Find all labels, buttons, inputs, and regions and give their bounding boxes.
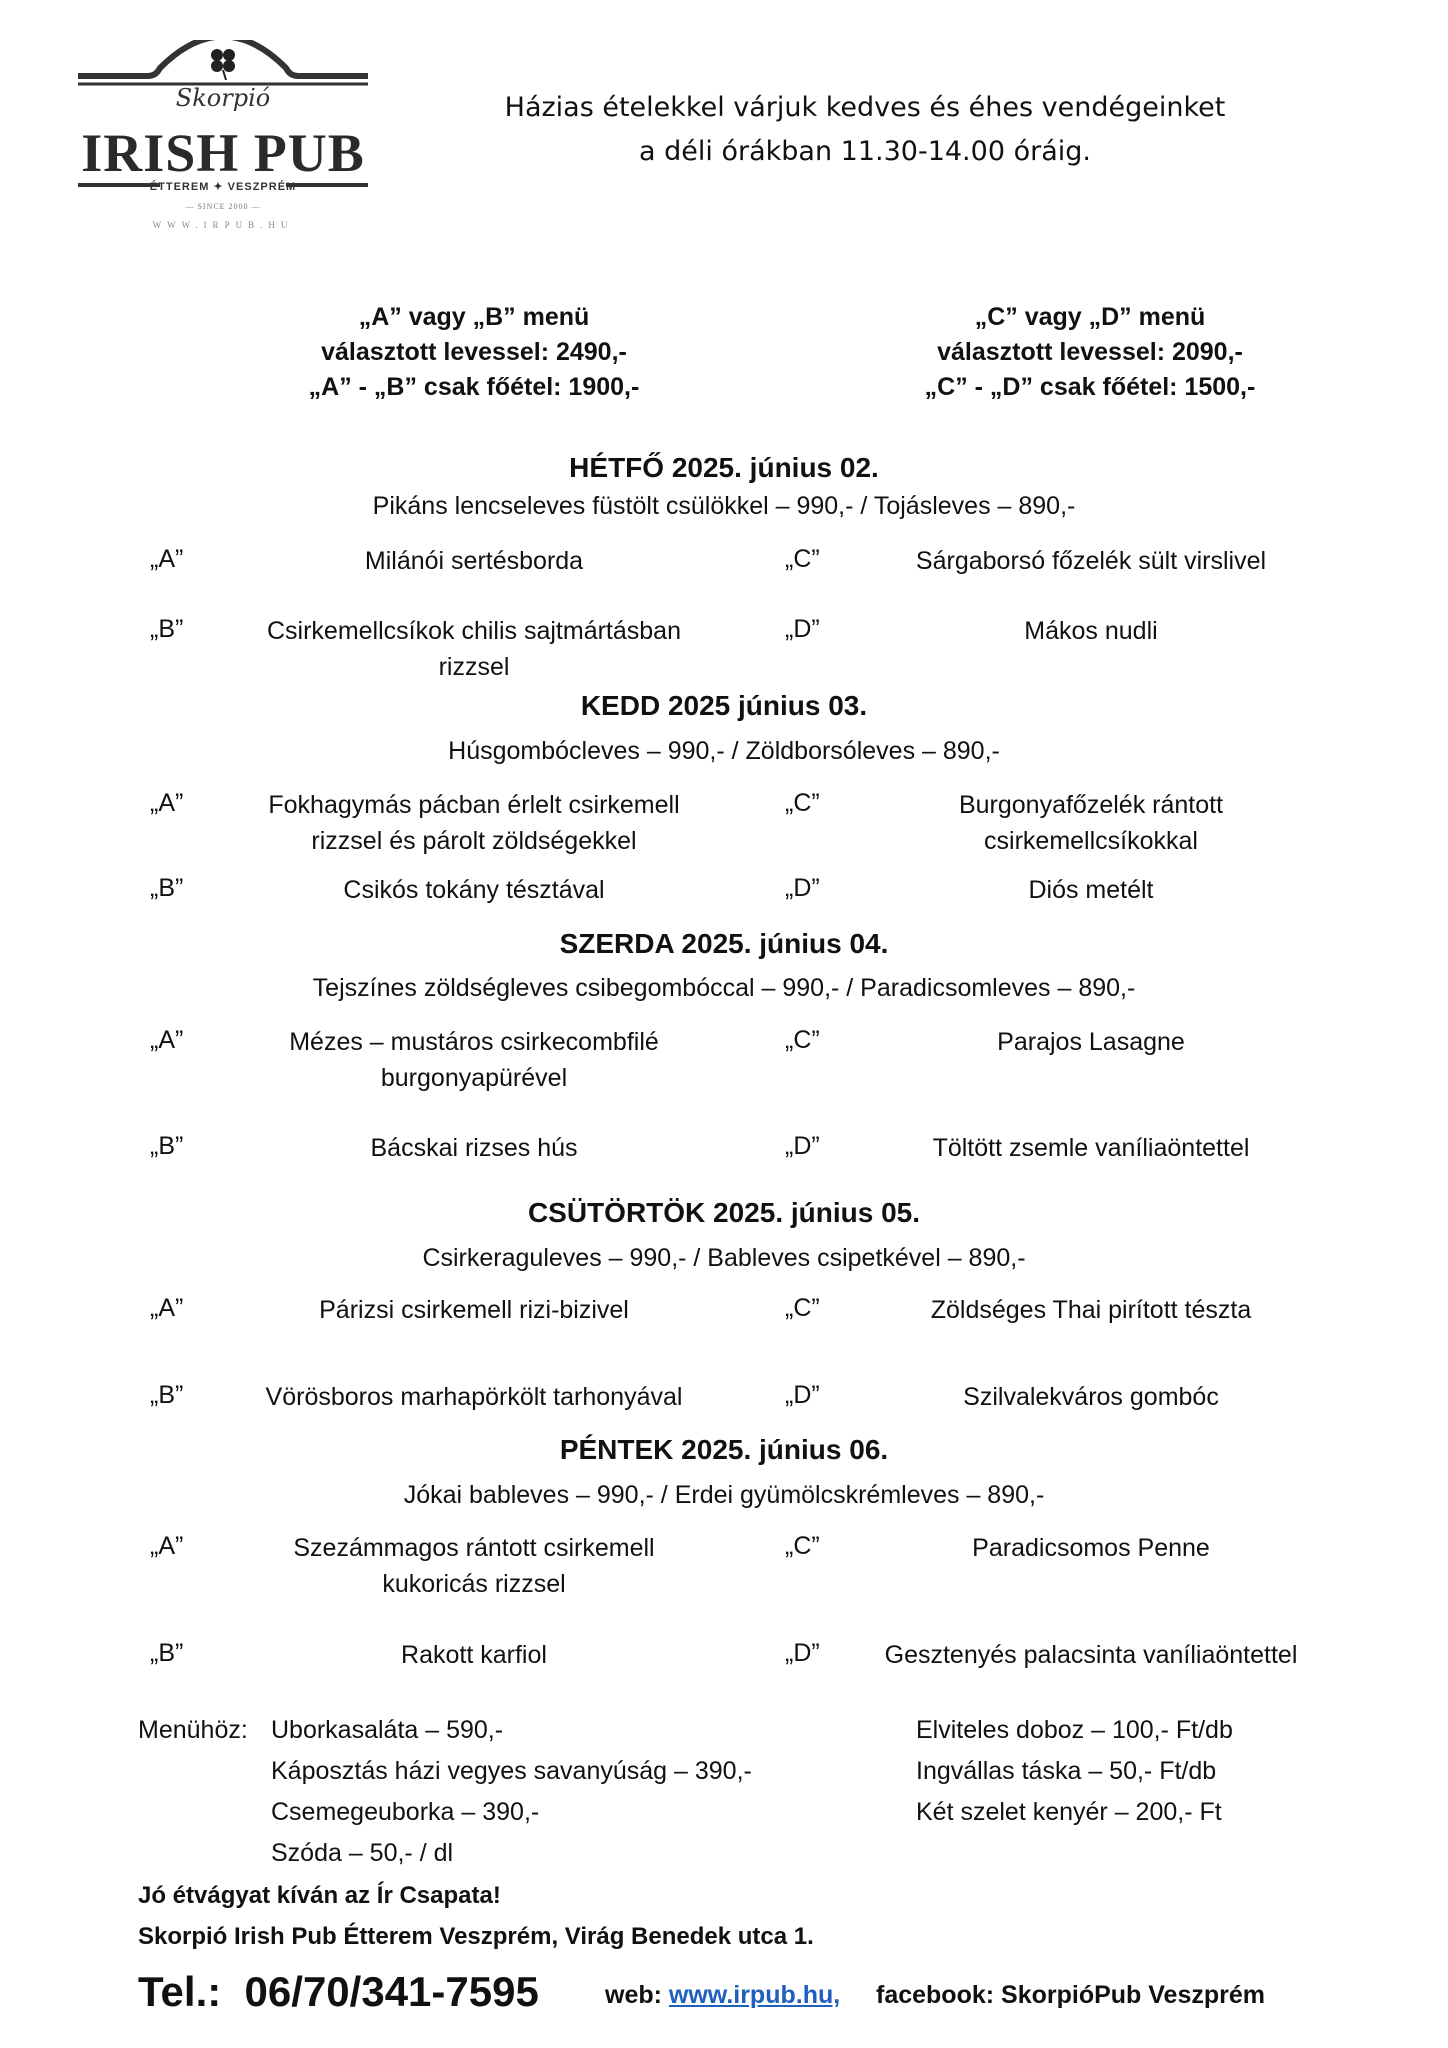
dish-line: Rakott karfiol [401, 1641, 547, 1669]
menu-label-d: „D” [785, 874, 820, 902]
dish-line: Csirkemellcsíkok chilis sajtmártásban [266, 617, 681, 645]
dish-b [238, 613, 710, 685]
dish-line: Milánói sertésborda [364, 547, 584, 575]
day-title: SZERDA 2025. június 04. [559, 928, 889, 959]
dish-d [856, 613, 1326, 649]
menu-label-a: „A” [150, 1026, 184, 1054]
dish-line: rizzsel és párolt zöldségekkel [311, 827, 637, 855]
dish-c [856, 1024, 1326, 1060]
dish-line: Vörösboros marhapörkölt tarhonyával [265, 1383, 683, 1411]
logo-title: IRISH PUB [81, 123, 365, 183]
dish-line: Paradicsomos Penne [972, 1534, 1210, 1562]
dish-d [856, 1379, 1326, 1415]
pricing-cd [850, 300, 1330, 405]
menu-label-d: „D” [785, 1381, 820, 1409]
extra-item: Ingvállas táska – 50,- Ft/db [916, 1757, 1217, 1785]
menu-label-b: „B” [150, 1639, 184, 1667]
menu-label-d: „D” [785, 1132, 820, 1160]
pub-logo [68, 40, 378, 255]
soup-offer: Tejszínes zöldségleves csibegombóccal – 990,- / Paradicsomleves – 890,- [312, 974, 1136, 1002]
footer-facebook: facebook: SkorpióPub Veszprém [876, 1981, 1265, 2009]
dish-line: Mézes – mustáros csirkecombfilé [289, 1028, 659, 1056]
dish-line: kukoricás rizzsel [382, 1570, 566, 1598]
dish-line: Csikós tokány tésztával [343, 876, 605, 904]
web-label: web: [605, 1981, 662, 2009]
footer-phone: Tel.: 06/70/341-7595 [138, 1968, 539, 2015]
soup-offer: Csirkeraguleves – 990,- / Bableves csipetkével – 890,- [422, 1244, 1026, 1272]
pricing-cd-main-only: „C” - „D” csak főétel: 1500,- [924, 373, 1256, 401]
dish-b [238, 1130, 710, 1166]
extra-item: Szóda – 50,- / dl [271, 1839, 454, 1867]
dish-b [238, 872, 710, 908]
dish-b [238, 1637, 710, 1673]
dish-line: Burgonyafőzelék rántott [958, 791, 1224, 819]
menu-label-c: „C” [785, 1026, 820, 1054]
dish-line: rizzsel [438, 653, 510, 681]
dish-d [856, 1637, 1326, 1673]
day-title: HÉTFŐ 2025. június 02. [569, 452, 879, 483]
clover-icon [211, 49, 235, 80]
logo-script-text: Skorpió [175, 84, 271, 112]
dish-line: Bácskai rizses hús [370, 1134, 578, 1162]
day-title: PÉNTEK 2025. június 06. [559, 1434, 889, 1465]
tagline-line-1: Házias ételekkel várjuk kedves és éhes vendégeinket [504, 92, 1226, 123]
logo-subtitle: ÉTTEREM ✦ VESZPRÉM [149, 181, 297, 193]
menu-label-c: „C” [785, 789, 820, 817]
menu-label-c: „C” [785, 1532, 820, 1560]
extra-item: Káposztás házi vegyes savanyúság – 390,- [271, 1757, 752, 1785]
dish-c [856, 1292, 1326, 1328]
dish-line: burgonyapürével [380, 1064, 568, 1092]
dish-a [238, 787, 710, 859]
menu-label-a: „A” [150, 1532, 184, 1560]
dish-line: Szezámmagos rántott csirkemell [293, 1534, 655, 1562]
menu-label-a: „A” [150, 545, 184, 573]
footer-web [605, 1981, 840, 2010]
dish-line: Sárgaborsó főzelék sült virslivel [915, 547, 1267, 575]
dish-a [238, 1024, 710, 1096]
pricing-ab [234, 300, 714, 405]
extra-item: Uborkasaláta – 590,- [271, 1716, 504, 1744]
dish-c [856, 543, 1326, 579]
dish-line: Gesztenyés palacsinta vaníliaöntettel [884, 1641, 1298, 1669]
dish-line: Mákos nudli [1024, 617, 1158, 645]
dish-line: Töltött zsemle vaníliaöntettel [932, 1134, 1250, 1162]
dish-line: Párizsi csirkemell rizi-bizivel [319, 1296, 629, 1324]
pricing-ab-with-soup: választott levessel: 2490,- [321, 338, 627, 366]
tagline-line-2: a déli órákban 11.30-14.00 óráig. [639, 136, 1091, 167]
pricing-cd-with-soup: választott levessel: 2090,- [937, 338, 1243, 366]
soup-offer: Pikáns lencseleves füstölt csülökkel – 990,- / Tojásleves – 890,- [372, 492, 1076, 520]
menu-label-b: „B” [150, 1132, 184, 1160]
footer-address: Skorpió Irish Pub Étterem Veszprém, Virág Benedek utca 1. [138, 1923, 814, 1950]
dish-c [856, 1530, 1326, 1566]
menu-label-c: „C” [785, 545, 820, 573]
menu-label-a: „A” [150, 789, 184, 817]
menu-label-b: „B” [150, 1381, 184, 1409]
menu-label-c: „C” [785, 1294, 820, 1322]
extra-item: Csemegeuborka – 390,- [271, 1798, 540, 1826]
soup-offer: Jókai bableves – 990,- / Erdei gyümölcskrémleves – 890,- [403, 1481, 1045, 1509]
dish-a [238, 543, 710, 579]
dish-a [238, 1530, 710, 1602]
dish-b [238, 1379, 710, 1415]
pricing-cd-title: „C” vagy „D” menü [974, 303, 1206, 331]
menu-label-b: „B” [150, 874, 184, 902]
pricing-ab-title: „A” vagy „B” menü [358, 303, 590, 331]
dish-c [856, 787, 1326, 859]
dish-a [238, 1292, 710, 1328]
menu-label-b: „B” [150, 615, 184, 643]
dish-d [856, 872, 1326, 908]
extra-item: Elviteles doboz – 100,- Ft/db [916, 1716, 1233, 1744]
dish-line: Diós metélt [1028, 876, 1154, 904]
dish-line: Szilvalekváros gombóc [963, 1383, 1219, 1411]
dish-line: Parajos Lasagne [997, 1028, 1185, 1056]
dish-d [856, 1130, 1326, 1166]
web-link[interactable]: www.irpub.hu, [668, 1981, 841, 2009]
day-title: CSÜTÖRTÖK 2025. június 05. [527, 1197, 921, 1228]
day-title: KEDD 2025 június 03. [580, 690, 868, 721]
menu-label-d: „D” [785, 1639, 820, 1667]
pricing-ab-main-only: „A” - „B” csak főétel: 1900,- [308, 373, 640, 401]
soup-offer: Húsgombócleves – 990,- / Zöldborsóleves – 890,- [448, 737, 1000, 765]
dish-line: csirkemellcsíkokkal [984, 827, 1198, 855]
dish-line: Fokhagymás pácban érlelt csirkemell [268, 791, 680, 819]
extra-item: Két szelet kenyér – 200,- Ft [916, 1798, 1222, 1826]
logo-since: — SINCE 2000 — [185, 202, 261, 211]
menu-label-a: „A” [150, 1294, 184, 1322]
footer-wish: Jó étvágyat kíván az Ír Csapata! [138, 1882, 501, 1909]
extras-label: Menühöz: [138, 1716, 248, 1744]
menu-label-d: „D” [785, 615, 820, 643]
dish-line: Zöldséges Thai pirított tészta [930, 1296, 1252, 1324]
logo-web: WWW.IRPUB.HU [152, 220, 294, 230]
